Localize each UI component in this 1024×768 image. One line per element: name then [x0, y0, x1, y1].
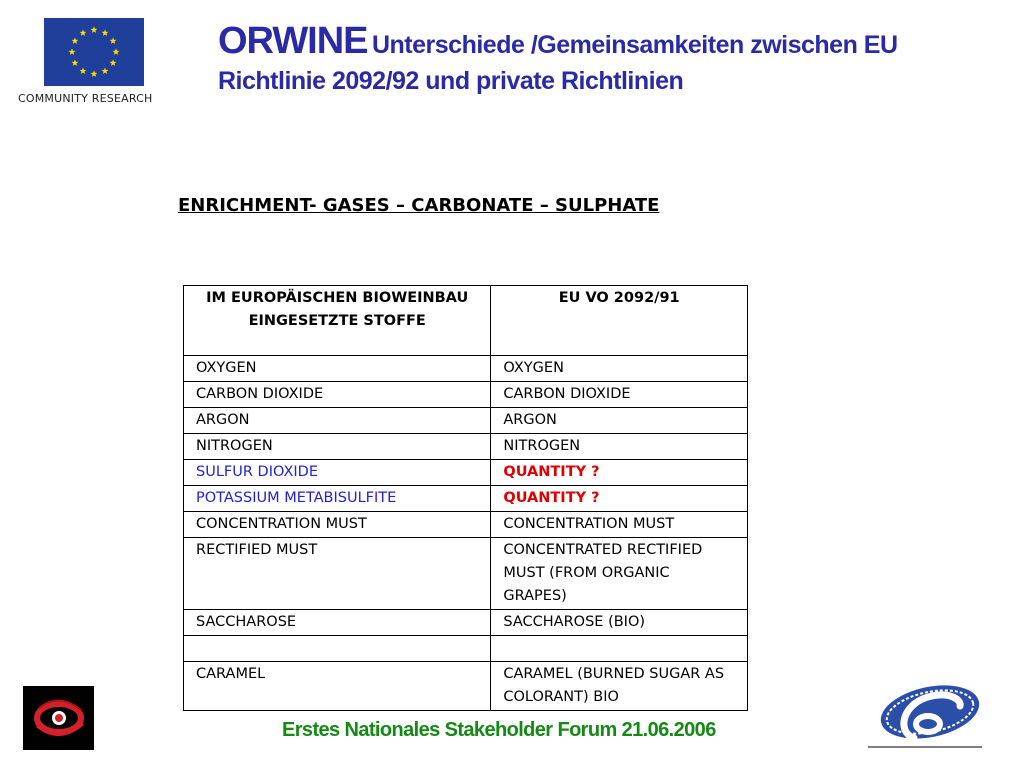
table-cell-right: SACCHAROSE (BIO) — [491, 610, 748, 636]
eu-star-icon — [110, 37, 117, 44]
table-header-right: EU VO 2092/91 — [491, 286, 748, 356]
table-cell-right: CARAMEL (BURNED SUGAR AS COLORANT) BIO — [491, 662, 748, 711]
table-cell-left: CARBON DIOXIDE — [184, 382, 491, 408]
table-cell-right: NITROGEN — [491, 434, 748, 460]
table-cell-left: RECTIFIED MUST — [184, 538, 491, 610]
footer-text: Erstes Nationales Stakeholder Forum 21.06.2006 — [282, 719, 716, 741]
eu-star-icon — [110, 59, 117, 66]
table-cell-right: QUANTITY ? — [491, 460, 748, 486]
table-cell-left: POTASSIUM METABISULFITE — [184, 486, 491, 512]
section-heading: ENRICHMENT- GASES – CARBONATE – SULPHATE — [178, 195, 660, 216]
eu-star-icon — [113, 48, 120, 55]
slide-title — [218, 20, 1008, 96]
table-row — [184, 460, 748, 486]
table-cell-left: SACCHAROSE — [184, 610, 491, 636]
table-row — [184, 610, 748, 636]
table-row — [184, 434, 748, 460]
eu-star-icon — [72, 37, 79, 44]
table-cell-left: SULFUR DIOXIDE — [184, 460, 491, 486]
table-cell-right: ARGON — [491, 408, 748, 434]
comparison-table — [183, 285, 748, 711]
eu-star-icon — [69, 48, 76, 55]
table-cell-left: CONCENTRATION MUST — [184, 512, 491, 538]
table-row — [184, 486, 748, 512]
table-cell-left: ARGON — [184, 408, 491, 434]
table-row — [184, 512, 748, 538]
table-cell-left: OXYGEN — [184, 356, 491, 382]
table-cell-right: CONCENTRATION MUST — [491, 512, 748, 538]
title-sub: Unterschiede /Gemeinsamkeiten zwischen EU — [371, 31, 898, 59]
eu-star-icon — [91, 26, 98, 33]
eu-star-icon — [80, 29, 87, 36]
table-cell-right: CARBON DIOXIDE — [491, 382, 748, 408]
table-row — [184, 356, 748, 382]
table-cell-left: NITROGEN — [184, 434, 491, 460]
table-row — [184, 382, 748, 408]
table-row — [184, 636, 748, 662]
table-cell-right: CONCENTRATED RECTIFIED MUST (FROM ORGANIC GRAPES) — [491, 538, 748, 610]
orwine-logo-icon — [23, 686, 94, 750]
eu-community-research-logo — [18, 16, 173, 112]
eu-star-icon — [80, 67, 87, 74]
table-row — [184, 662, 748, 711]
table-row — [184, 538, 748, 610]
eu-star-icon — [91, 70, 98, 77]
table-cell-right — [491, 636, 748, 662]
table-header-row — [184, 286, 748, 356]
eu-star-icon — [102, 67, 109, 74]
eu-flag-icon — [44, 18, 144, 86]
table-cell-right: QUANTITY ? — [491, 486, 748, 512]
eu-logo-caption: COMMUNITY RESEARCH — [18, 92, 153, 105]
table-cell-left — [184, 636, 491, 662]
title-main: ORWINE — [218, 20, 368, 62]
fp6-logo-icon — [866, 680, 982, 750]
eu-star-icon — [102, 29, 109, 36]
table-cell-right: OXYGEN — [491, 356, 748, 382]
title-line2: Richtlinie 2092/92 und private Richtlinien — [218, 67, 684, 95]
eu-star-icon — [72, 59, 79, 66]
table-cell-left: CARAMEL — [184, 662, 491, 711]
table-header-left: IM EUROPÄISCHEN BIOWEINBAU EINGESETZTE STOFFE — [184, 286, 491, 356]
table-row — [184, 408, 748, 434]
